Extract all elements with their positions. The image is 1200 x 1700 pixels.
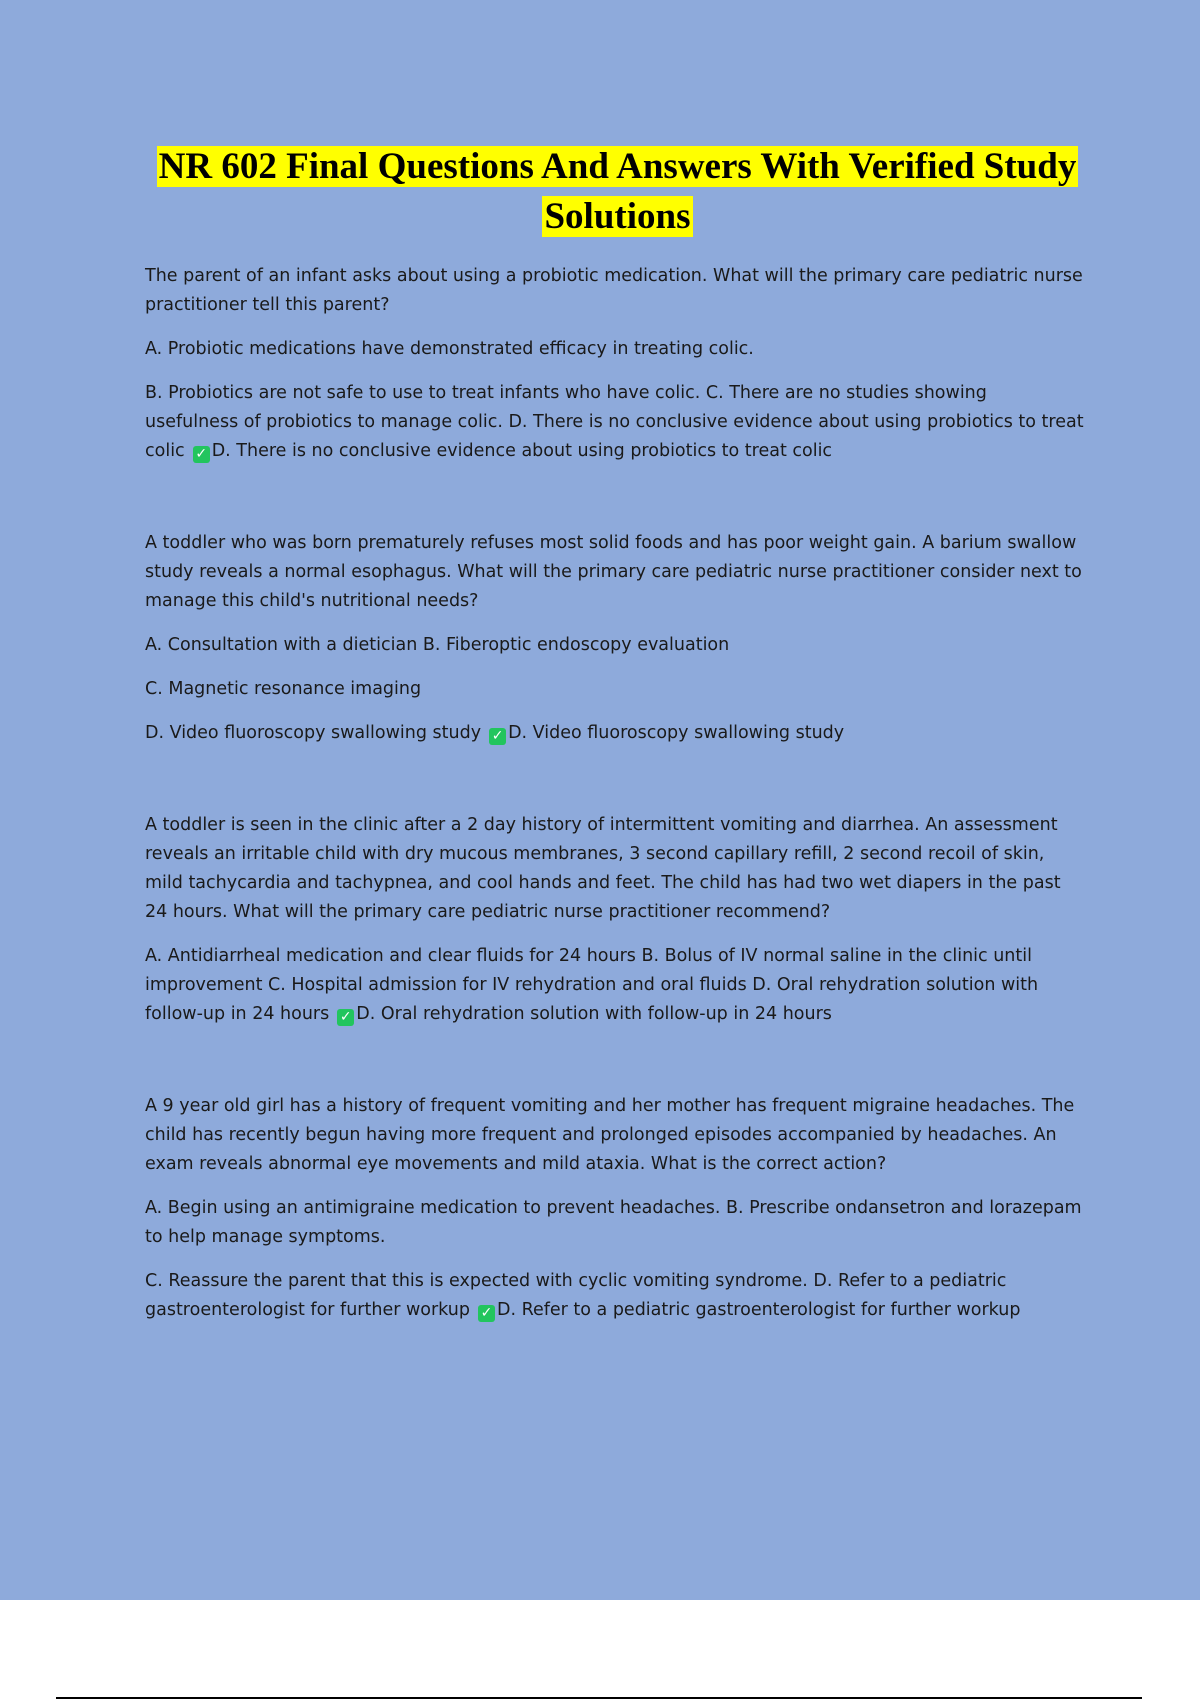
answer-option-line xyxy=(145,335,1085,364)
correct-answer-text: D. Refer to a pediatric gastroenterologist for further workup xyxy=(496,1300,1021,1320)
check-icon: ✓ xyxy=(337,1009,354,1026)
title-text: NR 602 Final Questions And Answers With Verified Study Solutions xyxy=(158,146,1077,237)
correct-answer-text: D. Video fluoroscopy swallowing study xyxy=(508,723,845,743)
question-block-2 xyxy=(145,529,1085,748)
answer-option-line xyxy=(145,1194,1085,1252)
question-block-4 xyxy=(145,1092,1085,1325)
question-stem: A toddler who was born prematurely refuses most solid foods and has poor weight gain. A barium swallow study reveals a normal esophagus. What will the primary care pediatric nurse practitioner consider next to manage this child's nutritional needs? xyxy=(145,533,1082,611)
document-title xyxy=(150,142,1085,242)
question-stem: The parent of an infant asks about using a probiotic medication. What will the primary care pediatric nurse practitioner tell this parent? xyxy=(145,266,1083,315)
question-block-1 xyxy=(145,262,1085,466)
option-text: C. Magnetic resonance imaging xyxy=(145,679,422,699)
answer-option-line xyxy=(145,631,1085,660)
check-icon: ✓ xyxy=(193,446,210,463)
option-text: A. Consultation with a dietician B. Fiberoptic endoscopy evaluation xyxy=(145,635,730,655)
check-icon: ✓ xyxy=(478,1305,495,1322)
question-stem: A 9 year old girl has a history of frequent vomiting and her mother has frequent migraine headaches. The child has recently begun having more frequent and prolonged episodes accompanied by headaches. An exam reveals abnormal eye movements and mild ataxia. What is the correct action? xyxy=(145,1096,1075,1174)
answer-option-line xyxy=(145,719,1085,748)
option-text: A. Begin using an antimigraine medication to prevent headaches. B. Prescribe ondansetron and lorazepam to help manage symptoms. xyxy=(145,1198,1082,1247)
option-text: C. Reassure the parent that this is expected with cyclic vomiting syndrome. D. Refer to a pediatric gastroenterologist for further workup xyxy=(145,1271,1007,1320)
correct-answer-text: D. There is no conclusive evidence about using probiotics to treat colic xyxy=(211,441,833,461)
question-block-3 xyxy=(145,811,1085,1029)
option-text: B. Probiotics are not safe to use to treat infants who have colic. C. There are no studies showing usefulness of probiotics to manage colic. D. There is no conclusive evidence about using probiotics to treat colic xyxy=(145,383,1084,461)
option-text: A. Probiotic medications have demonstrated efficacy in treating colic. xyxy=(145,339,754,359)
check-icon: ✓ xyxy=(489,728,506,745)
answer-option-line xyxy=(145,942,1085,1029)
question-list xyxy=(145,262,1085,1388)
question-stem: A toddler is seen in the clinic after a 2 day history of intermittent vomiting and diarrhea. An assessment reveals an irritable child with dry mucous membranes, 3 second capillary refill, 2 second recoil of skin, mild tachycardia and tachypnea, and cool hands and feet. The child has had two wet diapers in the past 24 hours. What will the primary care pediatric nurse practitioner recommend? xyxy=(145,815,1061,922)
answer-option-line xyxy=(145,1267,1085,1325)
option-text: D. Video fluoroscopy swallowing study xyxy=(145,723,482,743)
answer-option-line xyxy=(145,379,1085,466)
answer-option-line xyxy=(145,675,1085,704)
option-text: A. Antidiarrheal medication and clear fluids for 24 hours B. Bolus of IV normal saline in the clinic until improvement C. Hospital admission for IV rehydration and oral fluids D. Oral rehydration solution with follow-up in 24 hours xyxy=(145,946,1039,1024)
correct-answer-text: D. Oral rehydration solution with follow-up in 24 hours xyxy=(356,1004,832,1024)
footer-divider xyxy=(56,1697,1142,1699)
